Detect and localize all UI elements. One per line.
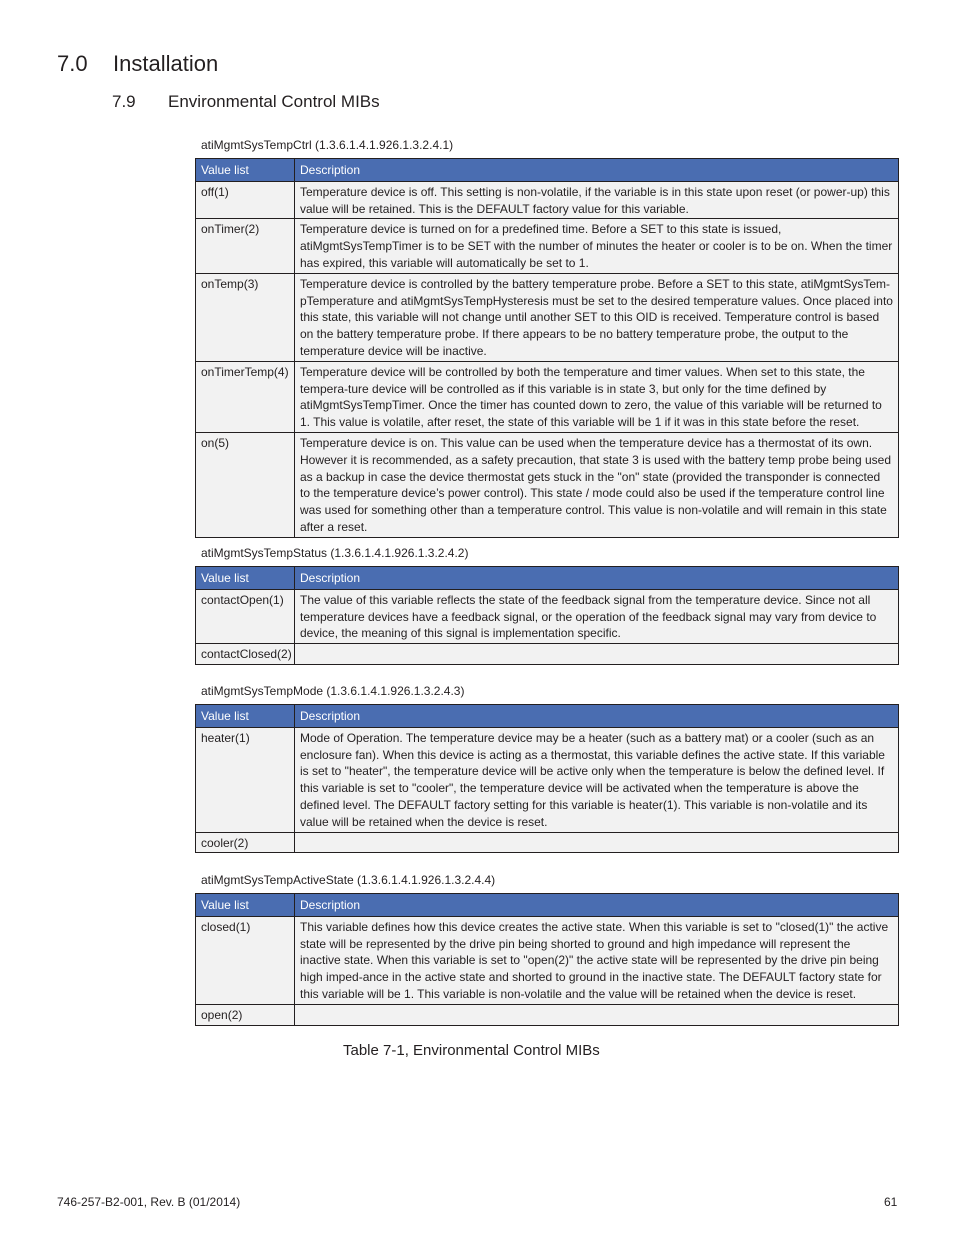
value-cell: contactClosed(2) [196,644,295,665]
table-header-row [196,159,899,182]
subsection-title: Environmental Control MIBs [168,92,380,111]
table-row [196,273,899,361]
mib-block-temp-status [195,546,898,665]
subsection-heading [112,91,380,113]
mib-block-temp-mode [195,684,898,853]
description-cell: Temperature device will be controlled by both the temperature and timer values. When set to this state, the tempera-ture device will be controlled as if this variable is in state 3, but only for the time defined by atiMgmtSysTempTimer. Once the timer has counted down to zero, the value of this variable will be returned to 1. This value is volatile, after reset, the state of this variable will be 1 if it was in this state before the reset. [295,361,899,432]
table-row [196,219,899,273]
description-cell [295,832,899,853]
value-cell: on(5) [196,432,295,537]
table-row [196,432,899,537]
description-cell: Temperature device is turned on for a predefined time. Before a SET to this state is issued, atiMgmtSysTempTimer is to be SET with the number of minutes the heater or cooler is to be on. When the timer has expired, this variable will automatically be set to 1. [295,219,899,273]
mib-title: atiMgmtSysTempCtrl (1.3.6.1.4.1.926.1.3.2.4.1) [201,138,454,152]
value-cell: onTemp(3) [196,273,295,361]
mib-title: atiMgmtSysTempStatus (1.3.6.1.4.1.926.1.3.2.4.2) [201,546,469,560]
value-cell: contactOpen(1) [196,589,295,643]
column-header-description: Description [295,159,899,182]
mib-title: atiMgmtSysTempMode (1.3.6.1.4.1.926.1.3.2.4.3) [201,684,465,698]
mib-table [195,893,899,1026]
table-row [196,361,899,432]
table-header-row [196,705,899,728]
column-header-value-list: Value list [196,894,295,917]
value-cell: off(1) [196,181,295,219]
description-cell: Temperature device is off. This setting is non-volatile, if the variable is in this state upon reset (or power-up) this value will be retained. This is the DEFAULT factory value for this variable. [295,181,899,219]
value-cell: closed(1) [196,916,295,1004]
section-title: Installation [113,51,219,76]
column-header-value-list: Value list [196,159,295,182]
footer-document-id: 746-257-B2-001, Rev. B (01/2014) [57,1195,241,1209]
mib-block-temp-ctrl [195,138,898,538]
subsection-number: 7.9 [112,92,136,111]
table-row [196,644,899,665]
description-cell: Temperature device is on. This value can be used when the temperature device has a thermostat of its own. However it is recommended, as a safety precaution, that state 3 is used with the battery temp probe being used as a backup in case the device thermostat gets stuck in the "on" state (provided the transponder is connected to the temperature device’s power control). This state / mode could also be used if the temperature control line was used for something other than a temperature control. This value is non-volatile and will remain in this state after a reset. [295,432,899,537]
description-cell [295,1004,899,1025]
table-row [196,181,899,219]
table-row [196,832,899,853]
value-cell: onTimerTemp(4) [196,361,295,432]
column-header-description: Description [295,567,899,590]
mib-table [195,158,899,538]
footer-page-number: 61 [884,1195,898,1209]
value-cell: cooler(2) [196,832,295,853]
table-row [196,916,899,1004]
table-caption: Table 7-1, Environmental Control MIBs [343,1042,600,1059]
table-row [196,589,899,643]
description-cell [295,644,899,665]
mib-table [195,566,899,665]
table-header-row [196,894,899,917]
description-cell: This variable defines how this device creates the active state. When this variable is set to "closed(1)" the active state will be represented by the drive pin being shorted to ground and high impedance will represent the inactive state. When this variable is set to "open(2)" the active state will be represented by the drive pin being high imped-ance in the active state and shorted to ground in the inactive state. The DEFAULT factory state for this variable will be 1. This variable is non-volatile and the value will be retained when the device is reset. [295,916,899,1004]
column-header-description: Description [295,705,899,728]
section-number: 7.0 [57,51,88,76]
mib-title: atiMgmtSysTempActiveState (1.3.6.1.4.1.926.1.3.2.4.4) [201,873,496,887]
description-cell: The value of this variable reflects the state of the feedback signal from the temperature device. Since not all temperature devices have a feedback signal, or the operation of the feedback signal may vary from device to device, the meaning of this signal is implementation specific. [295,589,899,643]
value-cell: heater(1) [196,727,295,832]
column-header-description: Description [295,894,899,917]
table-row [196,727,899,832]
column-header-value-list: Value list [196,705,295,728]
column-header-value-list: Value list [196,567,295,590]
table-header-row [196,567,899,590]
description-cell: Temperature device is controlled by the battery temperature probe. Before a SET to this state, atiMgmtSysTem-pTemperature and atiMgmtSysTempHysteresis must be set to the desired temperature values. Once placed into this state, this variable will not change until another SET to this OID is received. Temperature control is based on the battery temperature probe. If there appears to be no battery temperature probe, the output to the temperature device will be inactive. [295,273,899,361]
value-cell: onTimer(2) [196,219,295,273]
section-heading [57,50,218,78]
mib-table [195,704,899,853]
mib-block-temp-active-state [195,873,898,1026]
table-row [196,1004,899,1025]
value-cell: open(2) [196,1004,295,1025]
description-cell: Mode of Operation. The temperature device may be a heater (such as a battery mat) or a cooler (such as an enclosure fan). When this device is acting as a thermostat, this variable defines the active state. If this variable is set to "heater", the temperature device will be active only when the temperature is below the defined level. If this variable is set to "cooler", the temperature device will be activated when the temperature is above the defined level. The DEFAULT factory setting for this variable is heater(1). This variable is non-volatile and its value will be retained when the device is reset. [295,727,899,832]
